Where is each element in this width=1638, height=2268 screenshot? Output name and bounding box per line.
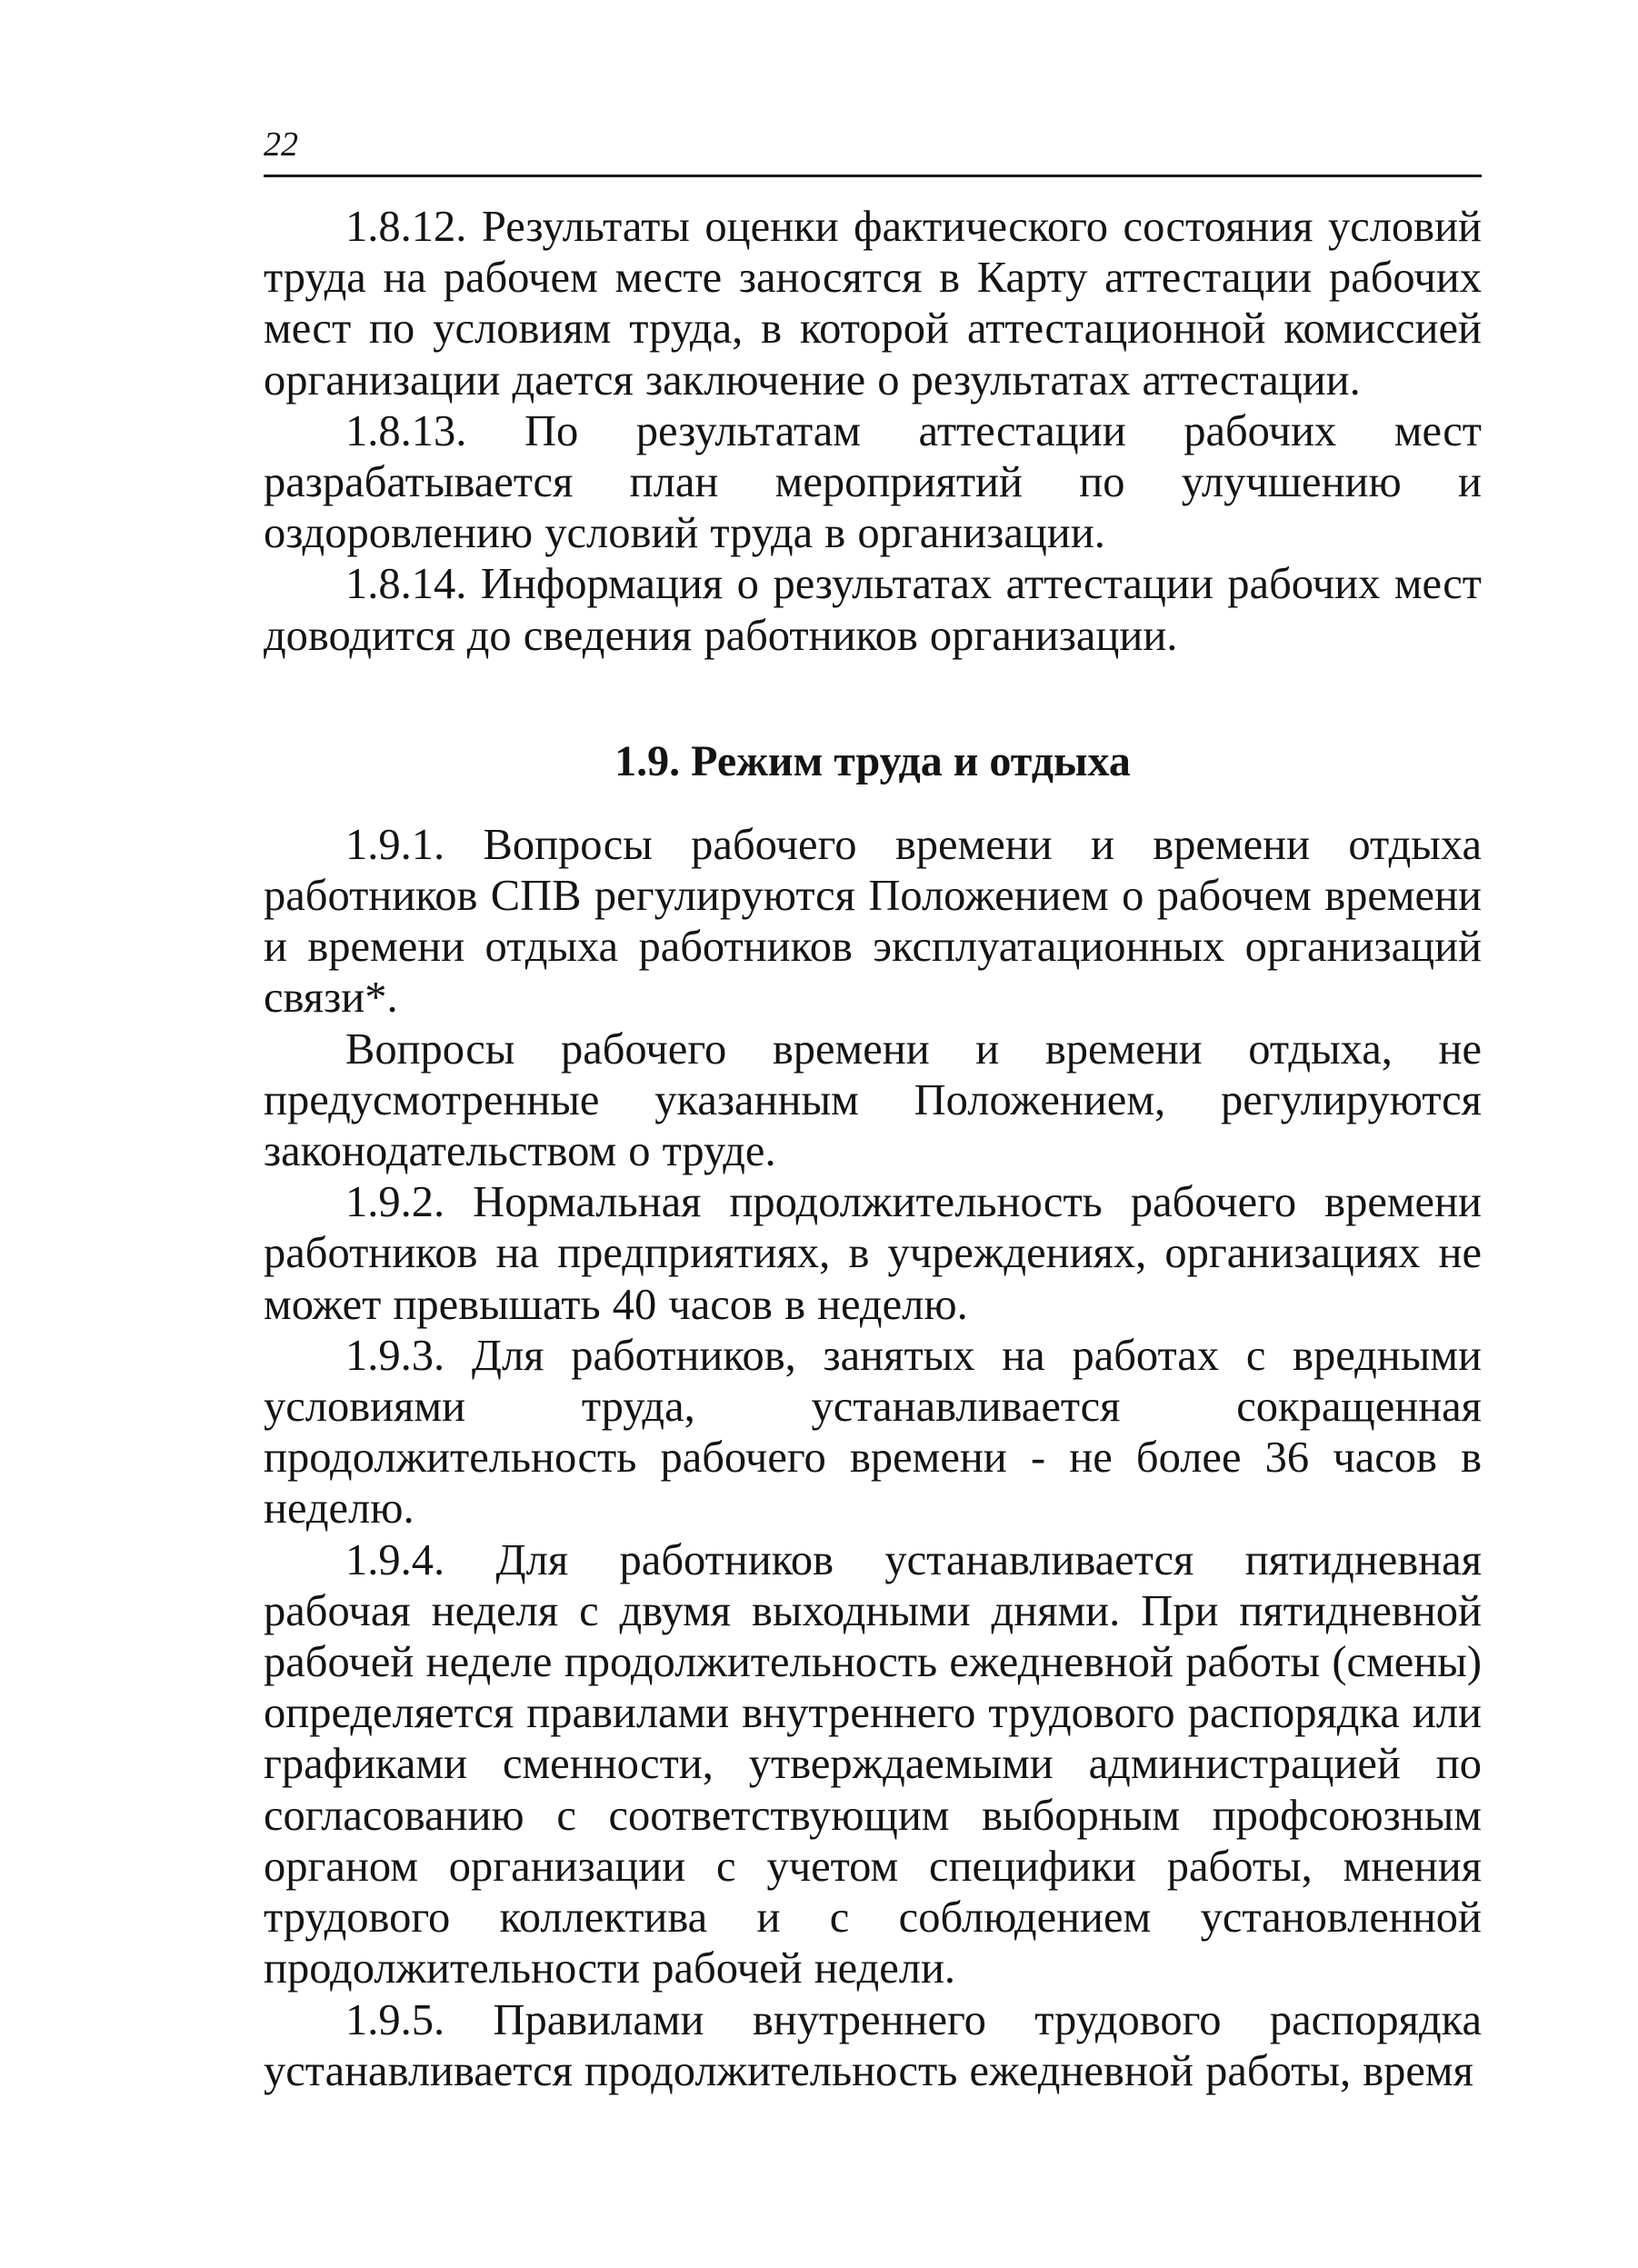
- paragraph-1-9-1: 1.9.1. Вопросы рабочего времени и времени отдыха работников СПВ регулируются Положением о рабочем времени и времени отдыха работников эксплуатационных организаций связи*.: [264, 820, 1482, 1023]
- paragraph-1-9-3: 1.9.3. Для работников, занятых на работах с вредными условиями труда, устанавливается сокращенная продолжительность рабочего времени - не более 36 часов в неделю.: [264, 1331, 1482, 1534]
- page-body: [264, 202, 1482, 2097]
- header-rule: [264, 175, 1482, 177]
- page-number: 22: [264, 125, 298, 164]
- paragraph-1-8-12: 1.8.12. Результаты оценки фактического состояния условий труда на рабочем месте заносятся в Карту аттестации рабочих мест по условиям труда, в которой аттестационной комиссией организации дается заключение о результатах аттестации.: [264, 203, 1482, 405]
- paragraph-1-8-14: 1.8.14. Информация о результатах аттестации рабочих мест доводится до сведения работников организации.: [264, 560, 1482, 660]
- section-heading-1-9: 1.9. Режим труда и отдыха: [614, 736, 1131, 785]
- paragraph-1-9-4: 1.9.4. Для работников устанавливается пятидневная рабочая неделя с двумя выходными днями. При пятидневной рабочей неделе продолжительность ежедневной работы (смены) определяется правилами внутреннего трудового распорядка или графиками сменности, утверждаемыми администрацией по согласованию с соответствующим выборным профсоюзным органом организации с учетом специфики работы, мнения трудового коллектива и с соблюдением установленной продолжительности рабочей недели.: [264, 1535, 1482, 1993]
- paragraph-1-9-1-continued: Вопросы рабочего времени и времени отдыха, не предусмотренные указанным Положением, регулируются законодательством о труде.: [264, 1024, 1482, 1176]
- paragraph-1-8-13: 1.8.13. По результатам аттестации рабочих мест разрабатывается план мероприятий по улучшению и оздоровлению условий труда в организации.: [264, 406, 1482, 558]
- paragraph-1-9-5: 1.9.5. Правилами внутреннего трудового распорядка устанавливается продолжительность ежедневной работы, время: [264, 1995, 1482, 2095]
- paragraph-1-9-2: 1.9.2. Нормальная продолжительность рабочего времени работников на предприятиях, в учреждениях, организациях не может превышать 40 часов в неделю.: [264, 1178, 1482, 1329]
